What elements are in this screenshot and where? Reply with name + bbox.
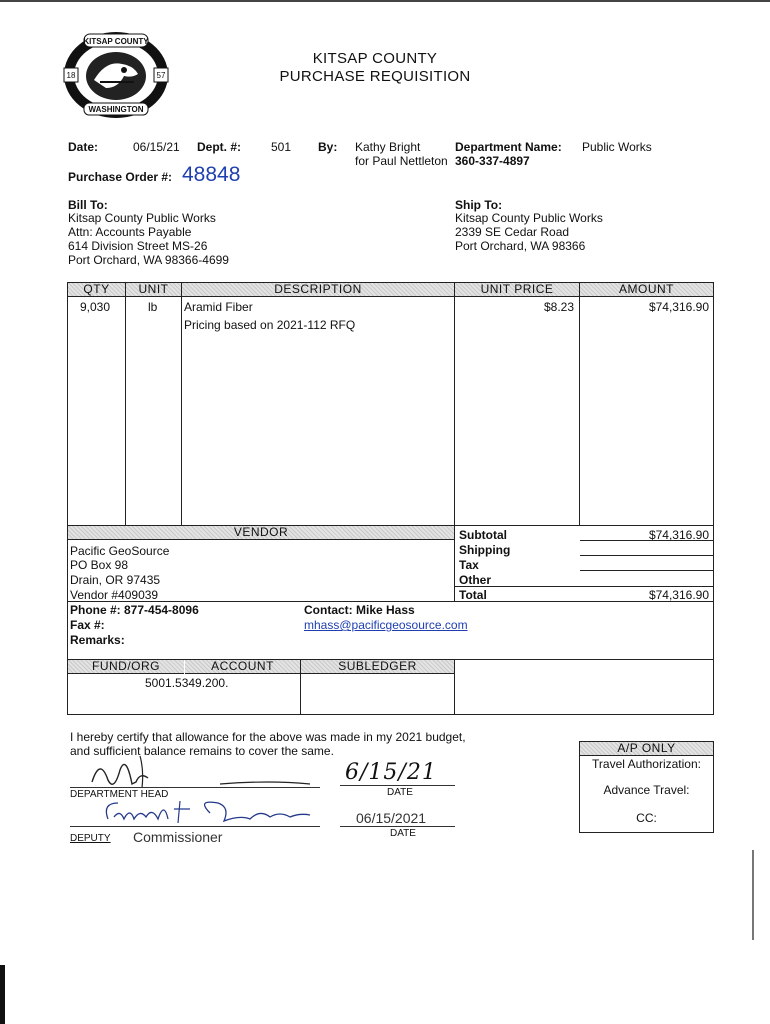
bill-to-line-1: Kitsap County Public Works — [68, 211, 216, 225]
scan-edge-right — [752, 850, 754, 940]
county-seal-logo — [62, 30, 170, 120]
dept-head-sig-line — [70, 787, 320, 788]
dept-value: 501 — [271, 140, 292, 154]
col-header-unit: UNIT — [126, 283, 181, 297]
col-divider — [454, 282, 455, 526]
subtotal-value: $74,316.90 — [648, 528, 709, 542]
vendor-contact: Contact: Mike Hass — [304, 603, 415, 617]
bill-to-line-3: 614 Division Street MS-26 — [68, 239, 208, 253]
item-qty: 9,030 — [80, 300, 111, 314]
doc-title-line2: PURCHASE REQUISITION — [279, 68, 471, 85]
vendor-remarks: Remarks: — [70, 633, 125, 647]
tax-rule — [580, 570, 714, 571]
by-line1: Kathy Bright — [355, 140, 421, 154]
cc-label: CC: — [636, 811, 657, 825]
date-label-2: DATE — [390, 828, 416, 839]
bill-to-label: Bill To: — [68, 198, 108, 212]
certify-text-line1: I hereby certify that allowance for the above was made in my 2021 budget, — [70, 730, 466, 744]
scan-edge-left — [0, 965, 5, 1024]
vendor-line-1: Pacific GeoSource — [70, 544, 170, 558]
item-unit-price: $8.23 — [543, 300, 574, 314]
date-line-2 — [340, 826, 455, 827]
vendor-phone: Phone #: 877-454-8096 — [70, 603, 199, 617]
doc-title-line1: KITSAP COUNTY — [312, 50, 438, 67]
col-header-description: DESCRIPTION — [182, 283, 454, 297]
date-label-1: DATE — [387, 787, 413, 798]
bill-to-line-4: Port Orchard, WA 98366-4699 — [68, 253, 229, 267]
item-desc-line1: Aramid Fiber — [184, 300, 253, 314]
vendor-email-link[interactable]: mhass@pacificgeosource.com — [304, 618, 468, 632]
logo-left-num: 18 — [66, 71, 76, 80]
ship-to-line-3: Port Orchard, WA 98366 — [455, 239, 586, 253]
vendor-header: VENDOR — [68, 526, 454, 540]
vendor-line-4: Vendor #409039 — [70, 588, 159, 602]
other-label: Other — [459, 573, 492, 587]
shipping-rule — [580, 555, 714, 556]
vendor-line-2: PO Box 98 — [70, 558, 129, 572]
dept-label: Dept. #: — [197, 140, 242, 154]
subledger-header: SUBLEDGER — [301, 660, 454, 674]
advance-travel-label: Advance Travel: — [603, 783, 690, 797]
po-label: Purchase Order #: — [68, 170, 173, 184]
col-header-amount: AMOUNT — [580, 283, 713, 297]
travel-authorization-label: Travel Authorization: — [592, 757, 701, 771]
dept-name-value: Public Works — [582, 140, 652, 154]
dept-phone: 360-337-4897 — [455, 154, 530, 168]
department-head-signature — [70, 752, 320, 792]
col-divider — [579, 282, 580, 526]
commissioner-title: Commissioner — [133, 829, 223, 845]
handwritten-date: 6/15/21 — [345, 760, 437, 785]
deputy-label: DEPUTY — [70, 833, 111, 844]
col-header-unit-price: UNIT PRICE — [455, 283, 579, 297]
other-rule — [455, 586, 714, 587]
col-divider — [181, 282, 182, 526]
account-header: ACCOUNT — [185, 660, 300, 674]
totals-divider — [454, 525, 455, 601]
subtotal-label: Subtotal — [459, 528, 507, 542]
deputy-sig-line — [70, 826, 320, 827]
fund-divider — [454, 659, 455, 715]
ship-to-label: Ship To: — [455, 198, 503, 212]
vendor-fax: Fax #: — [70, 618, 105, 632]
date-value: 06/15/21 — [133, 140, 180, 154]
typed-date: 06/15/2021 — [356, 810, 427, 826]
ap-only-header: A/P ONLY — [580, 742, 713, 756]
po-number: 48848 — [182, 163, 241, 186]
col-header-qty: QTY — [68, 283, 125, 297]
vendor-line-3: Drain, OR 97435 — [70, 573, 161, 587]
fund-divider — [300, 659, 301, 715]
scan-edge-top — [0, 0, 770, 2]
date-line-1 — [340, 785, 455, 786]
ship-to-line-2: 2339 SE Cedar Road — [455, 225, 570, 239]
item-unit: lb — [148, 300, 158, 314]
by-line2: for Paul Nettleton — [355, 154, 448, 168]
dept-head-label: DEPARTMENT HEAD — [70, 789, 169, 800]
dept-name-label: Department Name: — [455, 140, 562, 154]
shipping-label: Shipping — [459, 543, 511, 557]
logo-top-text: KITSAP COUNTY — [83, 37, 149, 46]
certify-text-line2: and sufficient balance remains to cover the same. — [70, 744, 334, 758]
ship-to-line-1: Kitsap County Public Works — [455, 211, 603, 225]
by-label: By: — [318, 140, 338, 154]
date-label: Date: — [68, 140, 99, 154]
items-table — [67, 282, 714, 526]
fund-org-value: 5001.5349.200. — [145, 676, 229, 690]
bill-to-line-2: Attn: Accounts Payable — [68, 225, 192, 239]
subtotal-rule — [580, 540, 714, 541]
logo-right-num: 57 — [156, 71, 166, 80]
logo-bottom-text: WASHINGTON — [88, 105, 144, 114]
total-label: Total — [459, 588, 487, 602]
col-divider — [125, 282, 126, 526]
fund-org-header: FUND/ORG — [68, 660, 184, 674]
item-desc-line2: Pricing based on 2021-112 RFQ — [184, 318, 356, 332]
total-value: $74,316.90 — [648, 588, 709, 602]
tax-label: Tax — [459, 558, 479, 572]
item-amount: $74,316.90 — [648, 300, 709, 314]
